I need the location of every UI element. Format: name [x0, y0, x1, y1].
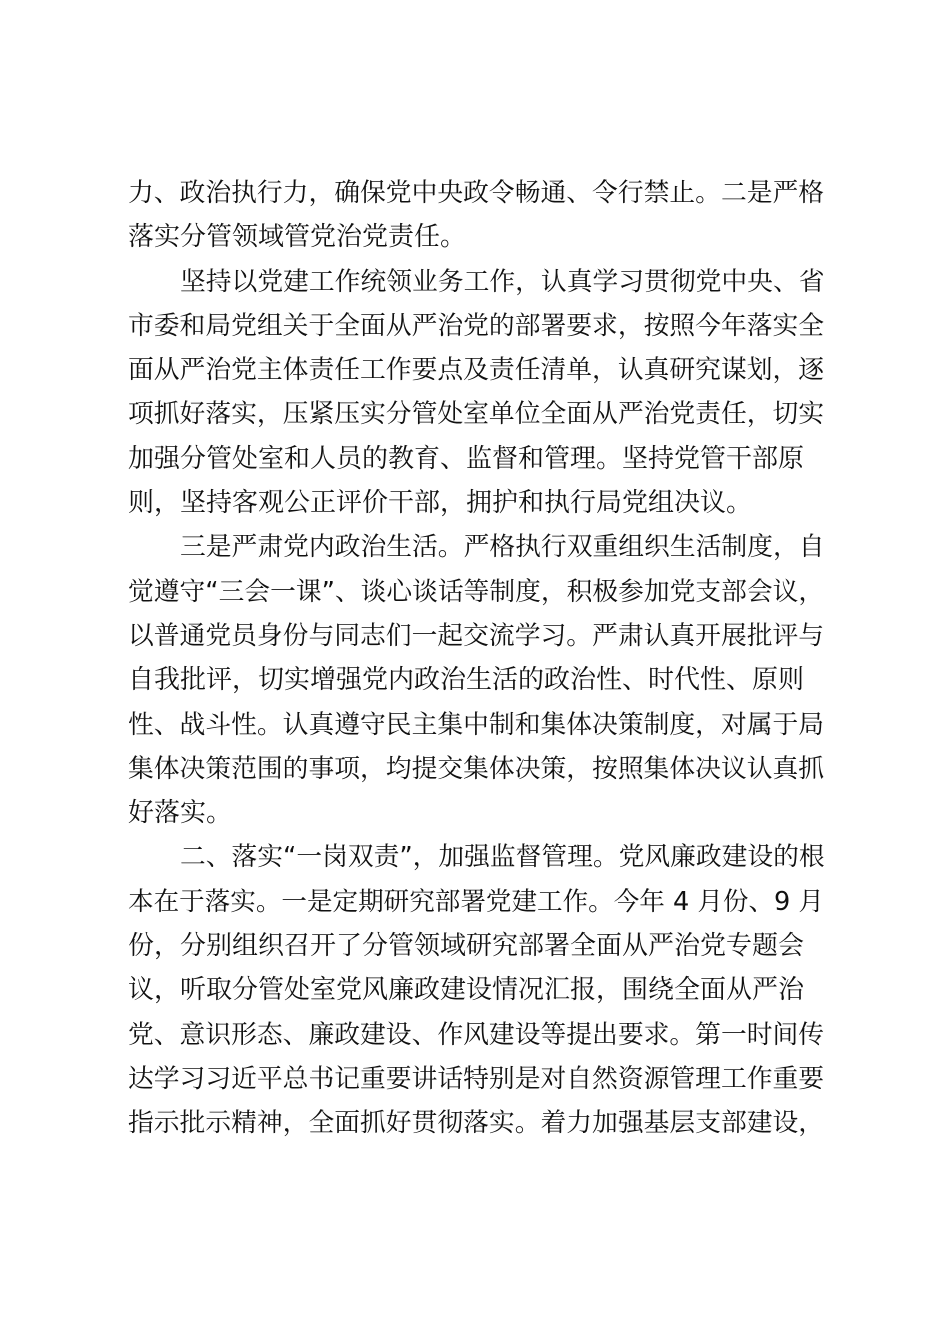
text-line: 自我批评，切实增强党内政治生活的政治性、时代性、原则 [128, 665, 805, 696]
text-line: 面从严治党主体责任工作要点及责任清单，认真研究谋划，逐 [128, 355, 825, 386]
text-line: 觉遵守“三会一课”、谈心谈话等制度，积极参加党支部会议， [128, 576, 825, 607]
text-line: 性、战斗性。认真遵守民主集中制和集体决策制度，对属于局 [128, 709, 825, 740]
text-line: 项抓好落实，压紧压实分管处室单位全面从严治党责任，切实 [128, 399, 825, 430]
paragraph-1 [128, 171, 828, 260]
text-line: 份，分别组织召开了分管领域研究部署全面从严治党专题会 [128, 931, 805, 962]
text-line: 指示批示精神，全面抓好贯彻落实。着力加强基层支部建设， [128, 1108, 825, 1139]
text-line: 坚持以党建工作统领业务工作，认真学习贯彻党中央、省 [180, 266, 825, 297]
text-line: 达学习习近平总书记重要讲话特别是对自然资源管理工作重要 [128, 1063, 825, 1094]
text-line: 加强分管处室和人员的教育、监督和管理。坚持党管干部原 [128, 443, 805, 474]
text-line: 则，坚持客观公正评价干部，拥护和执行局党组决议。 [128, 488, 753, 519]
text-line: 三是严肃党内政治生活。严格执行双重组织生活制度，自 [180, 532, 825, 563]
text-line: 以普通党员身份与同志们一起交流学习。严肃认真开展批评与 [128, 620, 825, 651]
body-text [128, 171, 828, 1146]
text-line: 市委和局党组关于全面从严治党的部署要求，按照今年落实全 [128, 310, 825, 341]
text-line: 二、落实“一岗双责”，加强监督管理。党风廉政建设的根 [180, 842, 825, 873]
paragraph-4 [128, 835, 828, 1145]
paragraph-2 [128, 260, 828, 526]
text-line: 力、政治执行力，确保党中央政令畅通、令行禁止。二是严格 [128, 178, 825, 208]
text-line: 落实分管领域管党治党责任。 [128, 222, 467, 253]
text-line: 集体决策范围的事项，均提交集体决策，按照集体决议认真抓 [128, 753, 825, 784]
text-line: 本在于落实。一是定期研究部署党建工作。今年 4 月份、9 月 [128, 886, 824, 917]
text-line: 党、意识形态、廉政建设、作风建设等提出要求。第一时间传 [128, 1019, 825, 1050]
text-line: 好落实。 [128, 798, 233, 829]
paragraph-3 [128, 525, 828, 835]
text-line: 议，听取分管处室党风廉政建设情况汇报，围绕全面从严治 [128, 975, 805, 1006]
